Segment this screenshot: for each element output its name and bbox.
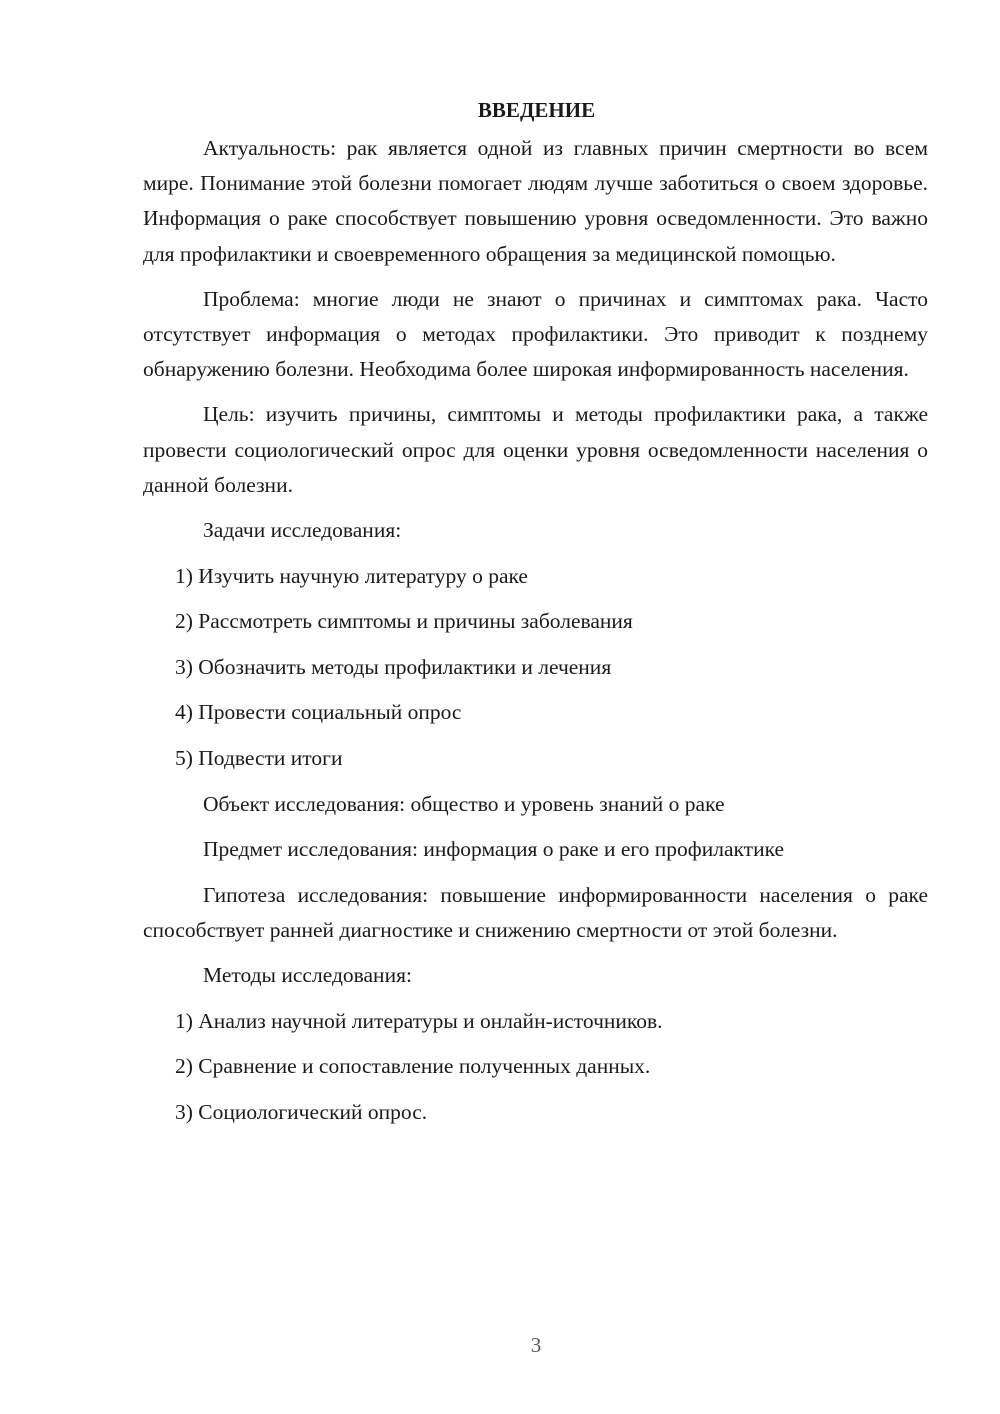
task-item-1: 1) Изучить научную литературу о раке — [175, 563, 528, 588]
page-number: 3 — [530, 1333, 542, 1357]
research-object: Объект исследования: общество и уровень знаний о раке — [203, 791, 725, 816]
task-item-2: 2) Рассмотреть симптомы и причины заболевания — [175, 609, 633, 634]
methods-heading: Методы исследования: — [203, 963, 412, 988]
document-page — [143, 95, 928, 1141]
tasks-heading: Задачи исследования: — [203, 518, 402, 543]
hypothesis-paragraph: Гипотеза исследования: повышение информированности населения о раке способствует ранней диагностике и снижению смертности от этой болезни. — [143, 882, 928, 942]
task-item-4: 4) Провести социальный опрос — [175, 700, 462, 725]
method-item-3: 3) Социологический опрос. — [175, 1099, 428, 1124]
task-item-5: 5) Подвести итоги — [175, 746, 343, 770]
task-item-3: 3) Обозначить методы профилактики и лечения — [175, 654, 612, 679]
relevance-paragraph: Актуальность: рак является одной из главных причин смертности во всем мире. Понимание этой болезни помогает людям лучше заботиться о своем здоровье. Информация о раке способствует повышению уровня осведомленности. Это важно для профилактики и своевременного обращения за медицинской помощью. — [143, 136, 928, 266]
page-title: ВВЕДЕНИЕ — [477, 98, 596, 122]
research-subject: Предмет исследования: информация о раке и его профилактике — [203, 837, 785, 862]
method-item-1: 1) Анализ научной литературы и онлайн-источников. — [175, 1008, 663, 1033]
method-item-2: 2) Сравнение и сопоставление полученных данных. — [175, 1054, 651, 1079]
problem-paragraph: Проблема: многие люди не знают о причинах и симптомах рака. Часто отсутствует информация о методах профилактики. Это приводит к позднему обнаружению болезни. Необходима более широкая информированность населения. — [143, 286, 928, 382]
goal-paragraph: Цель: изучить причины, симптомы и методы профилактики рака, а также провести социологический опрос для оценки уровня осведомленности населения о данной болезни. — [143, 402, 928, 497]
